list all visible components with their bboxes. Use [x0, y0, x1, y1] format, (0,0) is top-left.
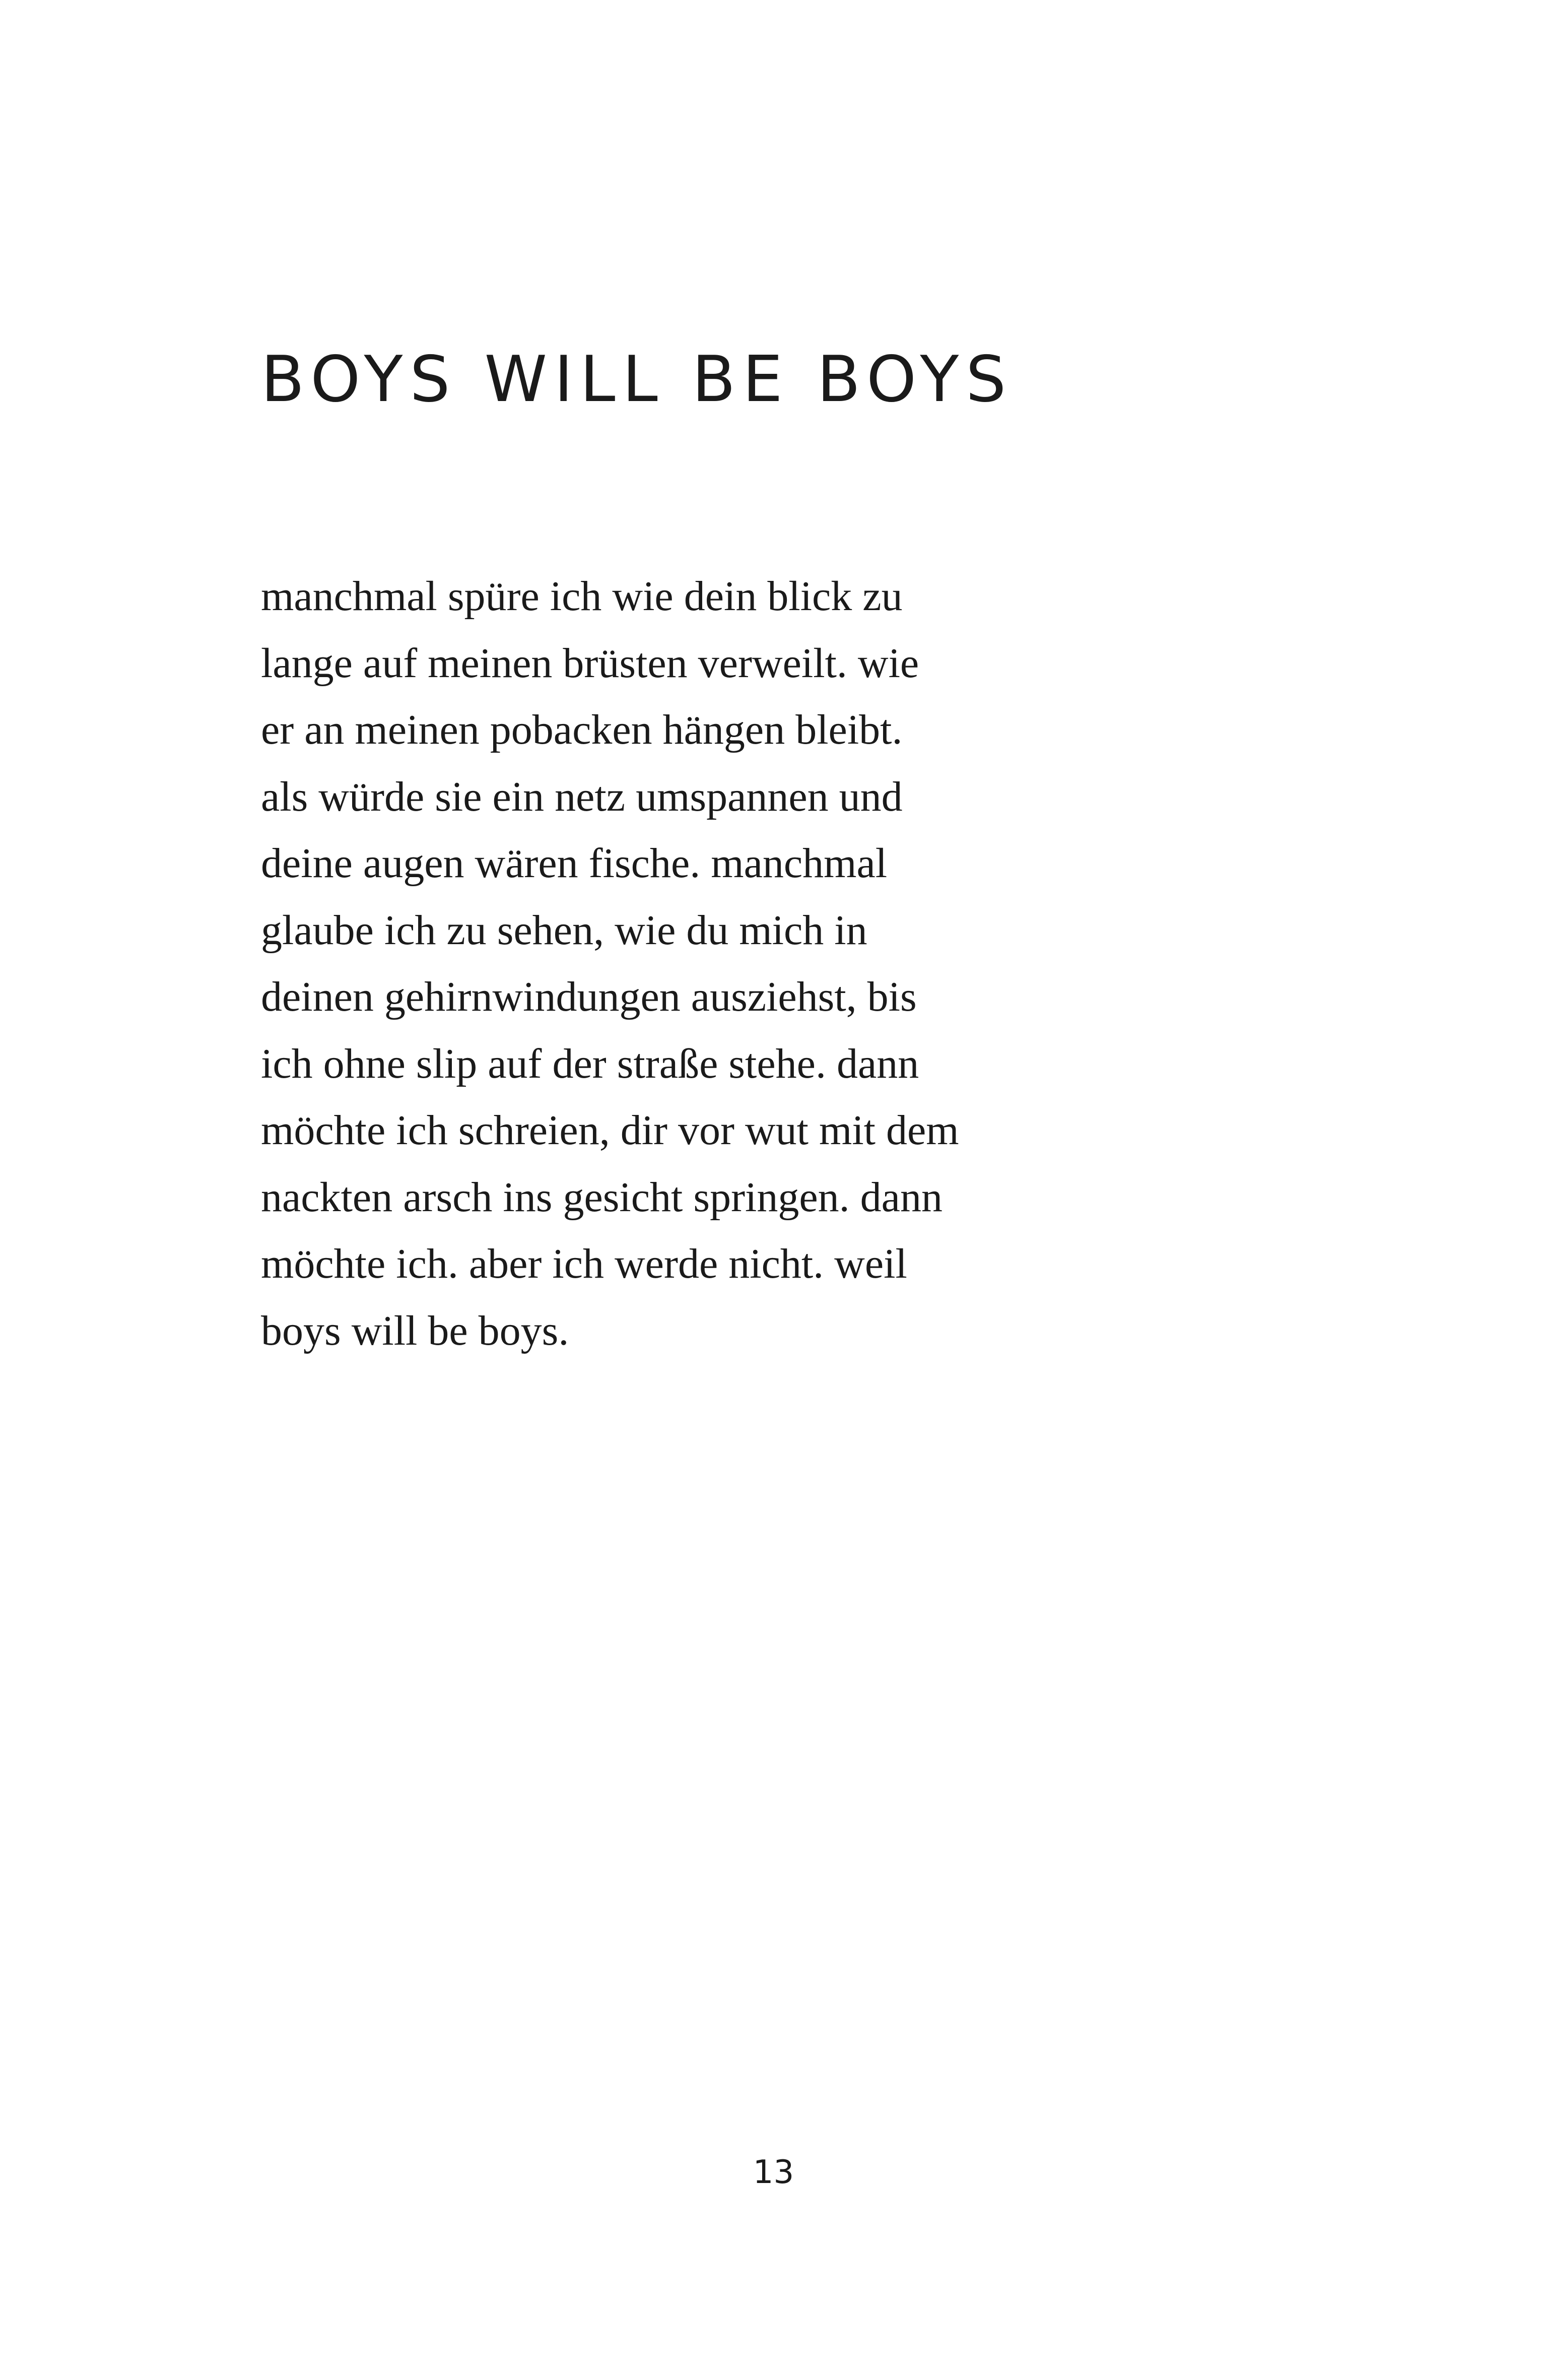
- poem-line: manchmal spüre ich wie dein blick zu: [261, 573, 903, 620]
- poem-line: möchte ich schreien, dir vor wut mit dem: [261, 1107, 959, 1154]
- poem-line: boys will be boys.: [261, 1307, 569, 1354]
- page-number: 13: [753, 2154, 794, 2191]
- poem-line: deine augen wären fische. manchmal: [261, 840, 888, 887]
- poem-line: möchte ich. aber ich werde nicht. weil: [261, 1240, 907, 1287]
- poem-line: lange auf meinen brüsten verweilt. wie: [261, 639, 919, 687]
- poem-body: [261, 563, 959, 1364]
- poem-line: er an meinen pobacken hängen bleibt.: [261, 706, 903, 753]
- poem-line: glaube ich zu sehen, wie du mich in: [261, 906, 867, 954]
- poem-line: ich ohne slip auf der straße stehe. dann: [261, 1040, 919, 1087]
- poem-line: deinen gehirnwindungen ausziehst, bis: [261, 973, 917, 1020]
- poem-line: als würde sie ein netz umspannen und: [261, 773, 903, 820]
- poem-title: BOYS WILL BE BOYS: [261, 342, 1014, 416]
- poem-line: nackten arsch ins gesicht springen. dann: [261, 1173, 943, 1221]
